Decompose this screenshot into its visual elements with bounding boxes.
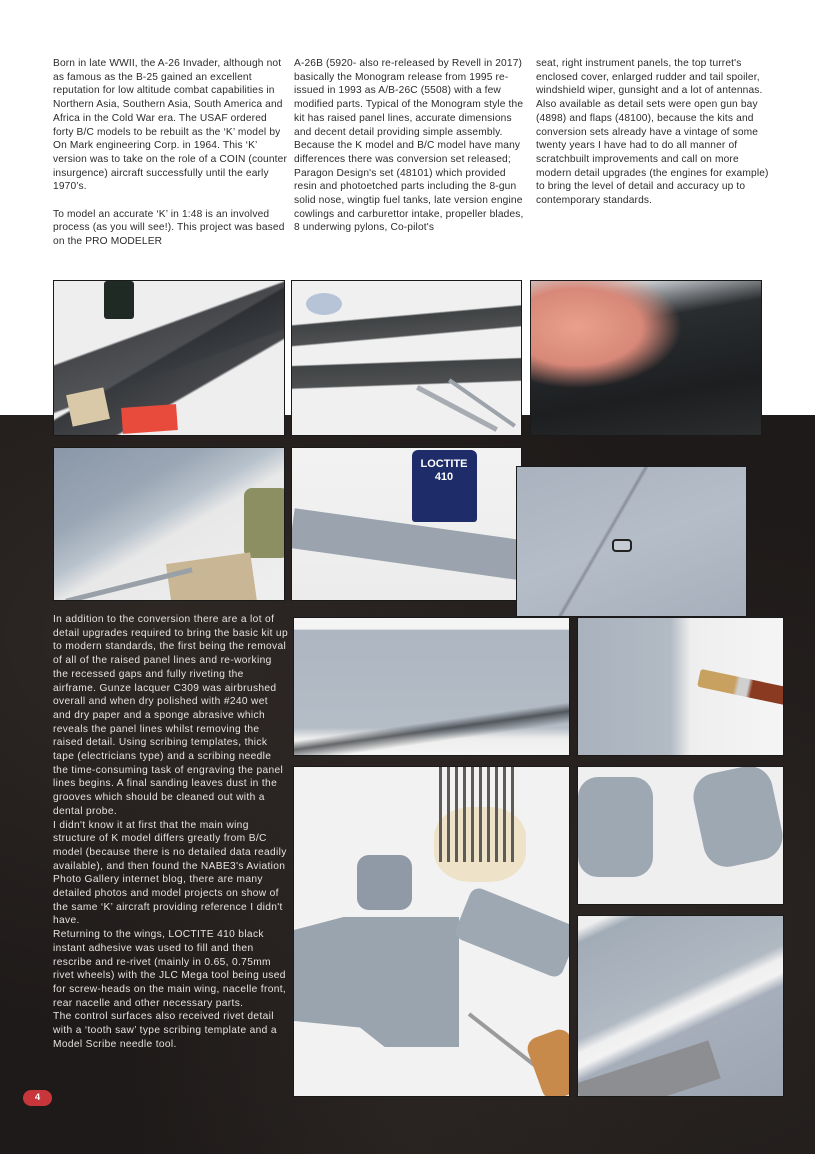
cylinder-cage — [439, 767, 519, 862]
photo-tail-rivet-wheel — [577, 617, 784, 756]
photo-loctite-bottle-wing — [291, 447, 522, 601]
paragraph: A-26B (5920- also re-released by Revell in 2017) basically the Monogram release from 1995 re-issued in 1993 as A/B-26C (5508) with a few modified parts. Typical of the Monogram style the kit has raised panel lines, accurate dimensions and decent detail providing simple assembly. Because the K model and B/C model have many differences there was conversion set released; Paragon Design's set (48101) which provided resin and photoetched parts including the 8-gun solid nose, wingtip fuel tanks, late version engine cowlings and carburettor intake, propeller blades, 8 underwing pylons, Co-pilot's — [294, 58, 524, 234]
bottle-label: LOCTITE 410 — [420, 458, 468, 483]
paragraph: The control surfaces also received rivet detail with a ‘tooth saw’ type scribing template and a Model Scribe needle tool. — [53, 1011, 277, 1050]
article-column-4 — [53, 613, 289, 1052]
tape-roll — [306, 293, 342, 315]
photo-wing-parts-paint-jar — [53, 280, 285, 436]
paint-jar — [104, 281, 134, 319]
paragraph: In addition to the conversion there are a lot of detail upgrades required to bring the basic kit up to modern standards, the first being the removal of all of the raised panel lines and re-working the recessed gaps and fully riveting the airframe. Gunze lacquer C309 was airbrushed overall and when dry polished with #240 wet and dry paper and a sponge abrasive which reveals the panel lines whilst removing the raised detail. Using scribing templates, thick tape (electricians type) and a scribing needle the time-consuming task of engraving the panel lines begins. A final sanding leaves dust in the grooves which should be cleaned out with a dental probe. — [53, 614, 288, 817]
paragraph: seat, right instrument panels, the top turret's enclosed cover, enlarged rudder and tail spoiler, windshield wiper, gunsight and a lot of antennas. — [536, 58, 763, 97]
coarse-sponge — [244, 488, 285, 558]
article-column-3 — [536, 57, 772, 208]
article-column-2 — [294, 57, 530, 235]
photo-riveted-wing-closeup — [516, 466, 747, 617]
paragraph: Born in late WWII, the A-26 Invader, although not as famous as the B-25 gained an excellent reputation for low altitude combat capabilities in Northern Asia, Southern Asia, South America and Africa in the Cold War era. The USAF ordered forty B/C models to be rebuilt as the ‘K’ model by On Mark engineering Corp. in 1964. This ‘K’ version was to take on the role of a COIN (counter insurgence) aircraft successfully until the early 1970’s. — [53, 58, 287, 193]
photo-fuselage-halves-tools — [291, 280, 522, 436]
cowling-part — [357, 855, 412, 910]
abrasive-card — [121, 404, 178, 434]
hatch-detail — [612, 539, 632, 552]
cowling-left — [578, 777, 653, 877]
paragraph: To model an accurate ‘K’ in 1:48 is an involved process (as you will see!). This project was based on the PRO MODELER — [53, 208, 285, 248]
photo-finger-taping-wing — [530, 280, 762, 436]
article-column-1 — [53, 57, 289, 249]
page-number-badge: 4 — [23, 1090, 52, 1106]
paragraph: I didn't know it at first that the main wing structure of K model differs greatly from B/C model (because there is no detailed data readily available), and then found the NABE3's Aviation Photo Gallery internet blog, there are many detailed photos and model projects on show of the same ‘K’ aircraft providing reference I didn't have. — [53, 819, 287, 927]
paragraph: Returning to the wings, LOCTITE 410 black instant adhesive was used to fill and then rescribe and re-rivet (mainly in 0.65, 0.75mm rivet wheels) with the JLC Mega tool being used for screw-heads on the main wing, nacelle front, rear nacelle and other necessary parts. — [53, 929, 287, 1009]
photo-wing-probe-sponges — [53, 447, 285, 601]
photo-resin-engine-parts — [293, 766, 570, 1097]
photo-control-surface-template — [577, 915, 784, 1097]
photo-engine-cowlings — [577, 766, 784, 905]
paragraph: Also available as detail sets were open gun bay (4898) and flaps (48100), because the kits and conversion sets already have a vintage of some twenty years I have had to do all manner of scratchbuilt improvements and call on more modern detail upgrades (the engines for example) to bring the level of detail and accuracy up to contemporary standards. — [536, 99, 769, 207]
photo-scribed-wing-panels — [293, 617, 570, 756]
